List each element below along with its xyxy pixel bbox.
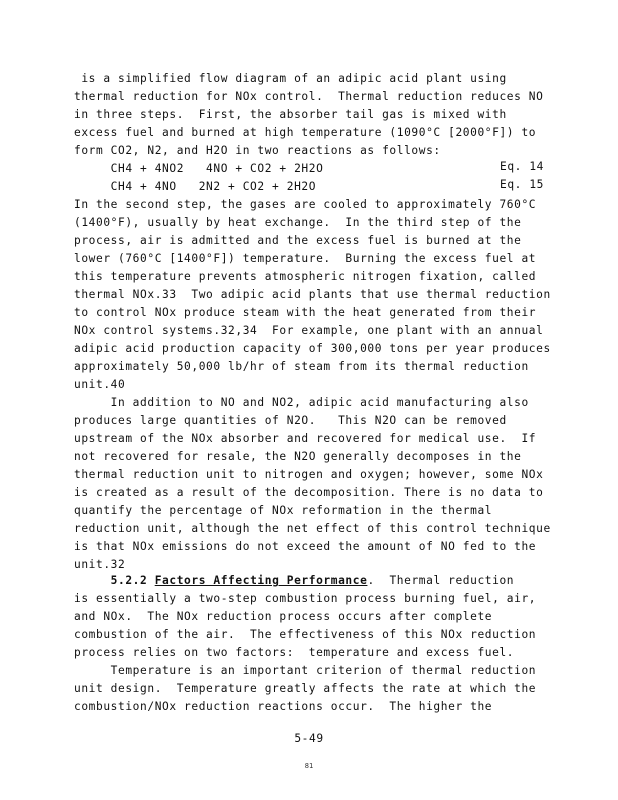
text-line: Temperature is an important criterion of thermal reduction xyxy=(74,664,537,677)
text-line: In the second step, the gases are cooled to approximately 760°C xyxy=(74,198,537,211)
text-line: produces large quantities of N2O. This N2O can be removed xyxy=(74,414,507,427)
footer-mark: 81 xyxy=(304,762,314,770)
text-line: is essentially a two-step combustion process burning fuel, air, xyxy=(74,592,537,605)
text-line: CH4 + 4NO 2N2 + CO2 + 2H2O xyxy=(74,180,317,193)
equation-label-14: Eq. 14 xyxy=(500,160,545,173)
text-line: thermal reduction for NOx control. Thermal reduction reduces NO xyxy=(74,90,544,103)
text-line: in three steps. First, the absorber tail gas is mixed with xyxy=(74,108,507,121)
text-line: CH4 + 4NO2 4NO + CO2 + 2H2O xyxy=(74,162,324,175)
section-number: 5.2.2 xyxy=(74,574,148,587)
text-line: thermal reduction unit to nitrogen and oxygen; however, some NOx xyxy=(74,468,544,481)
text-line: thermal NOx.33 Two adipic acid plants that use thermal reduction xyxy=(74,288,551,301)
text-line: process relies on two factors: temperature and excess fuel. xyxy=(74,646,515,659)
text-line: unit design. Temperature greatly affects the rate at which the xyxy=(74,682,537,695)
text-line: to control NOx produce steam with the heat generated from their xyxy=(74,306,537,319)
text-line: not recovered for resale, the N2O generally decomposes in the xyxy=(74,450,522,463)
text-line: is created as a result of the decomposition. There is no data to xyxy=(74,486,544,499)
text-line: lower (760°C [1400°F]) temperature. Burning the excess fuel at xyxy=(74,252,537,265)
text-line: and NOx. The NOx reduction process occurs after complete xyxy=(74,610,493,623)
text-line: combustion of the air. The effectiveness of this NOx reduction xyxy=(74,628,537,641)
text-line: this temperature prevents atmospheric nitrogen fixation, called xyxy=(74,270,537,283)
text-line: combustion/NOx reduction reactions occur. The higher the xyxy=(74,700,493,713)
text-line: form CO2, N2, and H2O in two reactions as follows: xyxy=(74,144,441,157)
text-line: In addition to NO and NO2, adipic acid manufacturing also xyxy=(74,396,529,409)
text-line: approximately 50,000 lb/hr of steam from its thermal reduction xyxy=(74,360,529,373)
text-line: NOx control systems.32,34 For example, one plant with an annual xyxy=(74,324,544,337)
text-line: excess fuel and burned at high temperature (1090°C [2000°F]) to xyxy=(74,126,537,139)
text-line: process, air is admitted and the excess fuel is burned at the xyxy=(74,234,522,247)
text-line: unit.32 xyxy=(74,558,126,571)
text-line: reduction unit, although the net effect of this control technique xyxy=(74,522,551,535)
text-line: (1400°F), usually by heat exchange. In the third step of the xyxy=(74,216,522,229)
page-number: 5-49 xyxy=(294,732,324,745)
section-heading xyxy=(74,572,514,590)
equation-label-15: Eq. 15 xyxy=(500,178,545,191)
text-line: quantify the percentage of NOx reformation in the thermal xyxy=(74,504,493,517)
text-line: upstream of the NOx absorber and recovered for medical use. If xyxy=(74,432,537,445)
text-line: unit.40 xyxy=(74,378,126,391)
text-line: adipic acid production capacity of 300,000 tons per year produces xyxy=(74,342,551,355)
text-line: is a simplified flow diagram of an adipic acid plant using xyxy=(74,72,507,85)
section-title: Factors Affecting Performance xyxy=(154,574,368,587)
text-line: is that NOx emissions do not exceed the amount of NO fed to the xyxy=(74,540,537,553)
section-first-line: . Thermal reduction xyxy=(367,574,515,587)
